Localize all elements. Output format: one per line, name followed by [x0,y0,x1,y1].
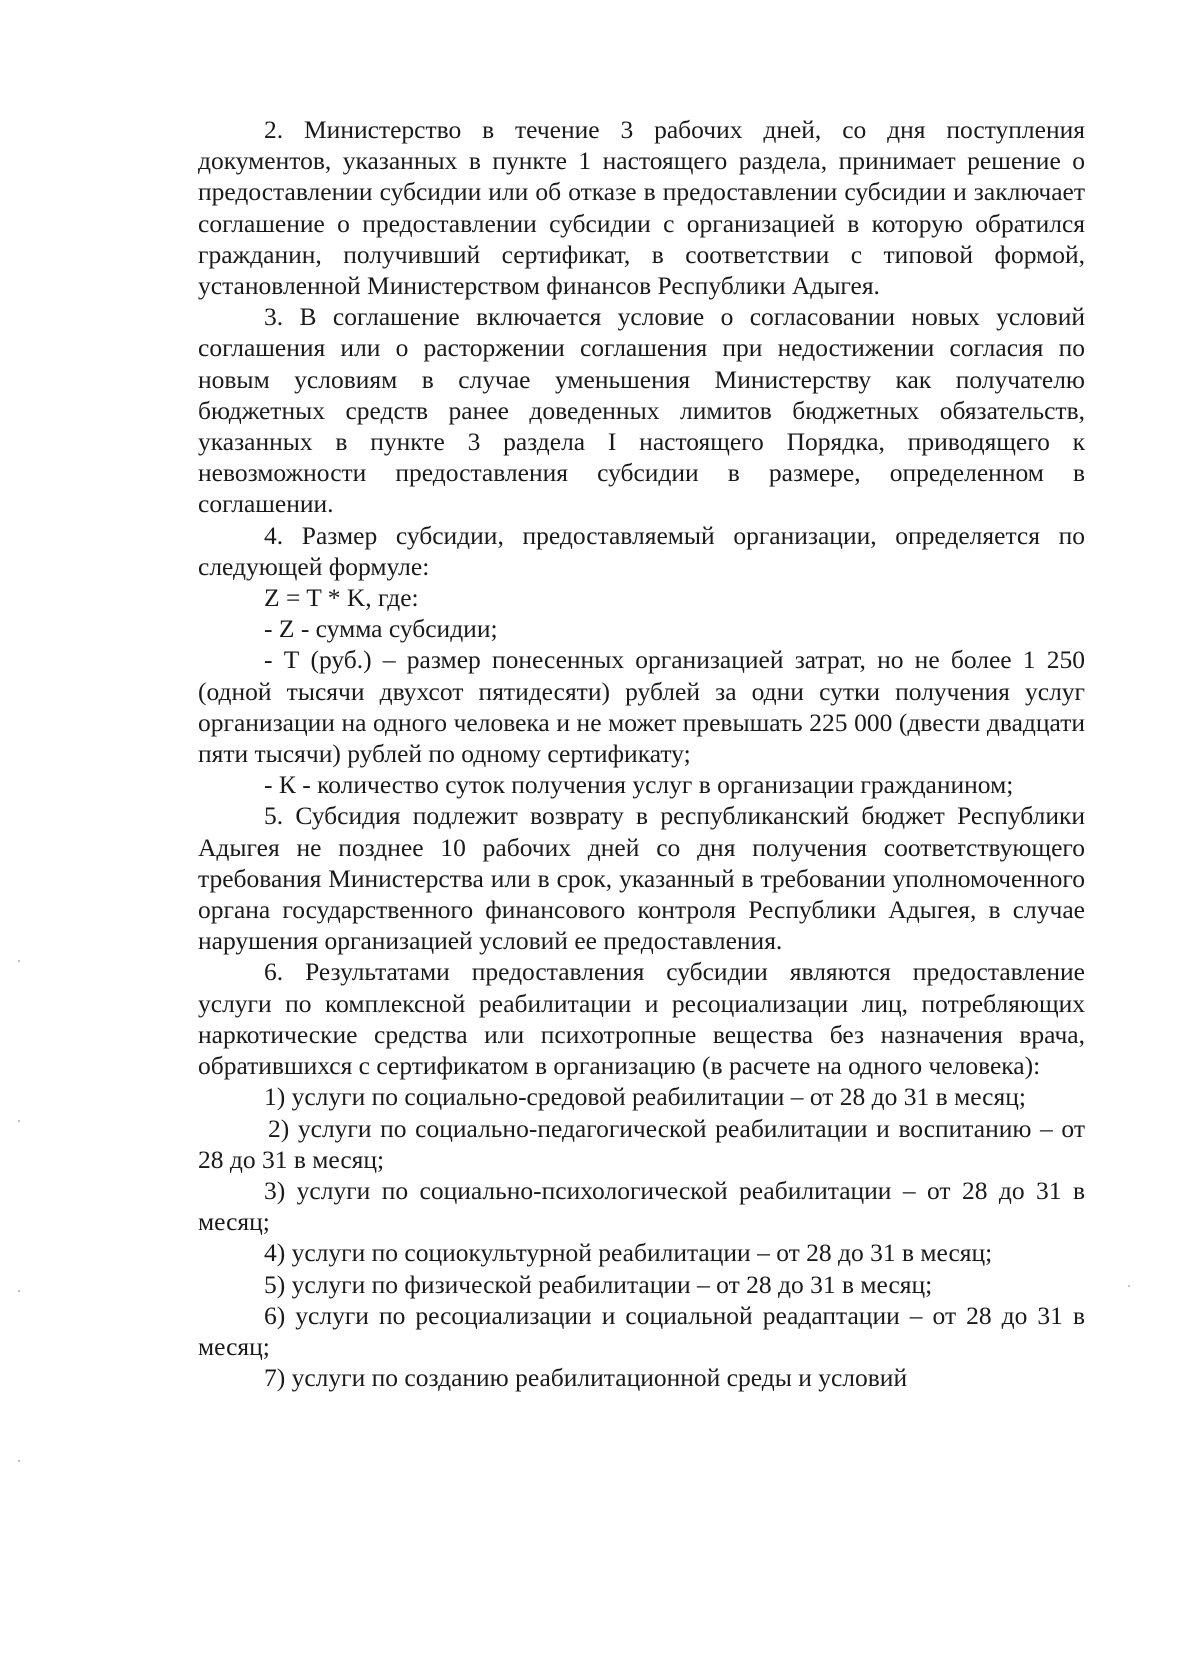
formula-line: Z = T * K, где: [264,583,419,613]
scan-artifact [1128,1285,1130,1287]
list-item-7: 7) услуги по созданию реабилитационной среды и условий [264,1363,908,1393]
paragraph-2: 2. Министерство в течение 3 рабочих дней, со дня поступления документов, указанных в пункте 1 настоящего раздела, принимает решение о предоставлении субсидии или об отказе в предоставлении субсидии и заключает соглашение о предоставлении субсидии с организацией в которую обратился гражданин, получивший сертификат, в соответствии с типовой формой, установленной Министерством финансов Республики Адыгея. [198,115,1085,301]
paragraph-3: 3. В соглашение включается условие о согласовании новых условий соглашения или о расторжении соглашения при недостижении согласия по новым условиям в случае уменьшения Министерству как получателю бюджетных средств ранее доведенных лимитов бюджетных обязательств, указанных в пункте 3 раздела I настоящего Порядка, приводящего к невозможности предоставления субсидии в размере, определенном в соглашении. [198,302,1085,519]
scan-artifact [18,960,20,962]
list-item-3: 3) услуги по социально-психологической реабилитации – от 28 до 31 в месяц; [198,1175,1085,1237]
list-item-5: 5) услуги по физической реабилитации – от 28 до 31 в месяц; [264,1269,933,1299]
list-item-4: 4) услуги по социокультурной реабилитации – от 28 до 31 в месяц; [264,1238,993,1268]
document-body [198,114,1085,1393]
definition-t: - Т (руб.) – размер понесенных организацией затрат, но не более 1 250 (одной тысячи двухсот пятидесяти) рублей за одни сутки получения услуг организации на одного человека и не может превышать 225 000 (двести двадцати пяти тысячи) рублей по одному сертификату; [198,645,1085,769]
scan-artifact [18,1460,20,1462]
definition-z: - Z - сумма субсидии; [264,614,498,644]
definition-k: - К - количество суток получения услуг в организации гражданином; [264,770,1014,800]
paragraph-4: 4. Размер субсидии, предоставляемый организации, определяется по следующей формуле: [198,520,1085,581]
list-item-2: 2) услуги по социально-педагогической реабилитации и воспитанию – от 28 до 31 в месяц; [198,1113,1085,1174]
paragraph-5: 5. Субсидия подлежит возврату в республиканский бюджет Республики Адыгея не позднее 10 рабочих дней со дня получения соответствующего требования Министерства или в срок, указанный в требовании уполномоченного органа государственного финансового контроля Республики Адыгея, в случае нарушения организацией условий ее предоставления. [198,801,1085,956]
list-item-6: 6) услуги по ресоциализации и социальной реадаптации – от 28 до 31 в месяц; [198,1300,1085,1361]
scan-artifact [18,1120,20,1122]
scan-artifact [18,1290,20,1292]
paragraph-6: 6. Результатами предоставления субсидии являются предоставление услуги по комплексной реабилитации и ресоциализации лиц, потребляющих наркотические средства или психотропные вещества без назначения врача, обратившихся с сертификатом в организацию (в расчете на одного человека): [198,957,1085,1081]
list-item-1: 1) услуги по социально-средовой реабилитации – от 28 до 31 в месяц; [264,1082,1026,1112]
